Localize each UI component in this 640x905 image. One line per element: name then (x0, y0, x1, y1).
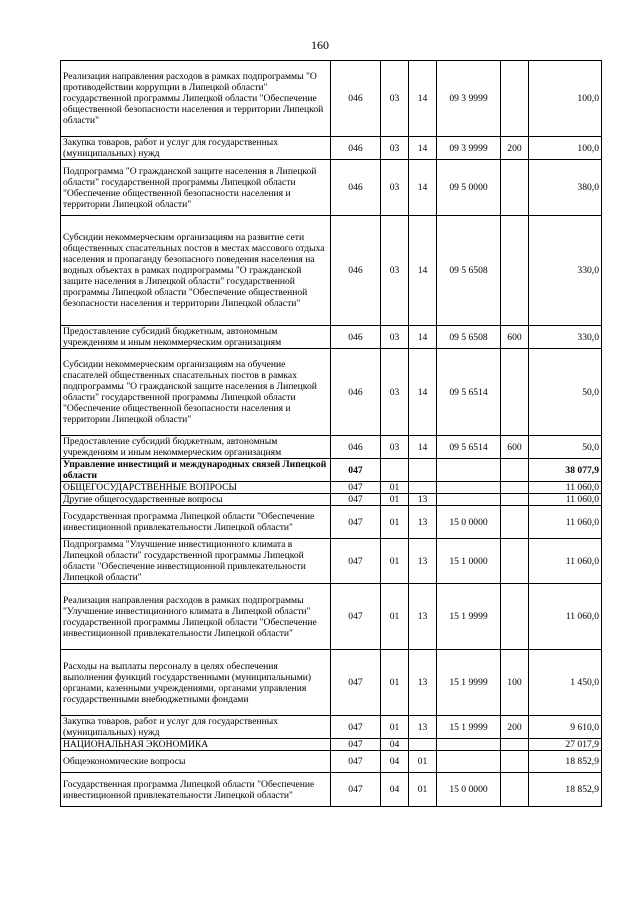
row-name: Реализация направления расходов в рамках подпрограммы "Улучшение инвестиционного климата в Липецкой области" государственной программы Липецкой области "Обеспечение инвестиционной привлекательности Липецкой области" (61, 584, 331, 650)
row-name: Предоставление субсидий бюджетным, автономным учреждениям и иным некоммерческим организациям (61, 326, 331, 349)
row-csr: 09 5 6508 (437, 216, 501, 326)
table-row (61, 739, 602, 751)
row-vr (501, 773, 529, 807)
row-name: Государственная программа Липецкой области "Обеспечение инвестиционной привлекательности Липецкой области" (61, 506, 331, 539)
row-vr: 100 (501, 650, 529, 716)
row-vr (501, 349, 529, 436)
row-vr (501, 216, 529, 326)
row-csr: 09 3 9999 (437, 61, 501, 137)
row-sum: 100,0 (529, 137, 602, 160)
row-pr: 14 (409, 61, 437, 137)
table-row (61, 494, 602, 506)
row-rz: 04 (381, 773, 409, 807)
row-sum: 27 017,9 (529, 739, 602, 751)
table-row (61, 773, 602, 807)
table-row (61, 326, 602, 349)
row-ved: 047 (331, 716, 381, 739)
budget-table-body (61, 61, 602, 807)
row-ved: 047 (331, 773, 381, 807)
row-vr: 200 (501, 716, 529, 739)
row-rz: 01 (381, 482, 409, 494)
row-pr: 13 (409, 650, 437, 716)
row-pr: 13 (409, 494, 437, 506)
row-vr (501, 584, 529, 650)
row-ved: 047 (331, 751, 381, 773)
row-ved: 047 (331, 739, 381, 751)
row-rz: 01 (381, 716, 409, 739)
row-vr (501, 539, 529, 584)
row-ved: 046 (331, 137, 381, 160)
row-vr (501, 160, 529, 216)
row-sum: 100,0 (529, 61, 602, 137)
row-csr: 09 5 6514 (437, 436, 501, 459)
row-sum: 330,0 (529, 216, 602, 326)
row-csr (437, 751, 501, 773)
table-row (61, 751, 602, 773)
row-pr: 14 (409, 160, 437, 216)
row-sum: 11 060,0 (529, 494, 602, 506)
row-csr: 09 5 6514 (437, 349, 501, 436)
row-vr (501, 506, 529, 539)
table-row (61, 61, 602, 137)
row-name: Государственная программа Липецкой области "Обеспечение инвестиционной привлекательности Липецкой области" (61, 773, 331, 807)
row-vr: 600 (501, 326, 529, 349)
row-name: Управление инвестиций и международных связей Липецкой области (61, 459, 331, 482)
row-pr: 01 (409, 773, 437, 807)
row-rz: 03 (381, 61, 409, 137)
table-row (61, 349, 602, 436)
row-csr (437, 482, 501, 494)
row-rz: 01 (381, 584, 409, 650)
row-vr (501, 459, 529, 482)
row-pr (409, 459, 437, 482)
row-pr: 13 (409, 539, 437, 584)
row-rz: 01 (381, 506, 409, 539)
row-name: Расходы на выплаты персоналу в целях обеспечения выполнения функций государственными (муниципальными) органами, казенными учреждениями, органами управления государственными внебюджетными фондами (61, 650, 331, 716)
row-ved: 046 (331, 436, 381, 459)
row-sum: 18 852,9 (529, 751, 602, 773)
row-vr (501, 494, 529, 506)
row-name: ОБЩЕГОСУДАРСТВЕННЫЕ ВОПРОСЫ (61, 482, 331, 494)
row-rz: 03 (381, 216, 409, 326)
row-ved: 047 (331, 584, 381, 650)
row-csr: 15 1 0000 (437, 539, 501, 584)
row-sum: 50,0 (529, 349, 602, 436)
row-rz: 03 (381, 326, 409, 349)
table-row (61, 137, 602, 160)
row-rz: 03 (381, 160, 409, 216)
row-name: Общеэкономические вопросы (61, 751, 331, 773)
row-rz: 01 (381, 650, 409, 716)
row-ved: 047 (331, 539, 381, 584)
table-row (61, 436, 602, 459)
row-csr: 09 5 6508 (437, 326, 501, 349)
row-sum: 18 852,9 (529, 773, 602, 807)
row-rz: 01 (381, 539, 409, 584)
row-ved: 047 (331, 494, 381, 506)
row-ved: 046 (331, 160, 381, 216)
row-sum: 11 060,0 (529, 482, 602, 494)
table-row (61, 716, 602, 739)
row-csr: 09 5 0000 (437, 160, 501, 216)
row-pr: 01 (409, 751, 437, 773)
row-sum: 11 060,0 (529, 584, 602, 650)
row-vr (501, 61, 529, 137)
row-name: Другие общегосударственные вопросы (61, 494, 331, 506)
row-name: Закупка товаров, работ и услуг для государственных (муниципальных) нужд (61, 137, 331, 160)
row-pr: 13 (409, 716, 437, 739)
row-sum: 330,0 (529, 326, 602, 349)
row-sum: 9 610,0 (529, 716, 602, 739)
row-ved: 046 (331, 349, 381, 436)
row-pr (409, 739, 437, 751)
row-ved: 046 (331, 61, 381, 137)
row-ved: 047 (331, 650, 381, 716)
row-sum: 50,0 (529, 436, 602, 459)
table-row (61, 160, 602, 216)
row-pr (409, 482, 437, 494)
row-ved: 047 (331, 482, 381, 494)
row-name: Подпрограмма "О гражданской защите населения в Липецкой области" государственной программы Липецкой области "Обеспечение общественной безопасности населения и территории Липецкой области" (61, 160, 331, 216)
row-csr: 09 3 9999 (437, 137, 501, 160)
row-rz: 04 (381, 739, 409, 751)
row-rz: 03 (381, 137, 409, 160)
row-sum: 1 450,0 (529, 650, 602, 716)
row-vr (501, 739, 529, 751)
row-ved: 046 (331, 326, 381, 349)
row-vr: 200 (501, 137, 529, 160)
row-sum: 11 060,0 (529, 539, 602, 584)
row-rz: 04 (381, 751, 409, 773)
row-ved: 047 (331, 459, 381, 482)
row-sum: 380,0 (529, 160, 602, 216)
row-pr: 14 (409, 349, 437, 436)
row-vr (501, 751, 529, 773)
row-vr: 600 (501, 436, 529, 459)
row-name: Субсидии некоммерческим организациям на развитие сети общественных спасательных постов в местах массового отдыха населения и пропаганду безопасного поведения населения на водных объектах в рамках подпрограммы "О гражданской защите населения в Липецкой области" государственной программы Липецкой области "Обеспечение общественной безопасности населения и территории Липецкой области" (61, 216, 331, 326)
table-row (61, 650, 602, 716)
row-pr: 13 (409, 584, 437, 650)
row-sum: 11 060,0 (529, 506, 602, 539)
row-rz: 01 (381, 494, 409, 506)
row-name: Предоставление субсидий бюджетным, автономным учреждениям и иным некоммерческим организациям (61, 436, 331, 459)
row-pr: 14 (409, 326, 437, 349)
row-csr: 15 1 9999 (437, 584, 501, 650)
row-csr: 15 1 9999 (437, 716, 501, 739)
row-name: НАЦИОНАЛЬНАЯ ЭКОНОМИКА (61, 739, 331, 751)
row-pr: 14 (409, 436, 437, 459)
row-name: Подпрограмма "Улучшение инвестиционного климата в Липецкой области" государственной программы Липецкой области "Обеспечение инвестиционной привлекательности Липецкой области" (61, 539, 331, 584)
row-pr: 14 (409, 216, 437, 326)
row-csr: 15 0 0000 (437, 773, 501, 807)
row-name: Реализация направления расходов в рамках подпрограммы "О противодействии коррупции в Липецкой области" государственной программы Липецкой области "Обеспечение общественной безопасности населения и территории Липецкой области" (61, 61, 331, 137)
row-ved: 046 (331, 216, 381, 326)
table-row (61, 539, 602, 584)
row-csr: 15 1 9999 (437, 650, 501, 716)
row-rz: 03 (381, 436, 409, 459)
table-row (61, 506, 602, 539)
row-name: Закупка товаров, работ и услуг для государственных (муниципальных) нужд (61, 716, 331, 739)
row-csr: 15 0 0000 (437, 506, 501, 539)
row-vr (501, 482, 529, 494)
row-name: Субсидии некоммерческим организациям на обучение спасателей общественных спасательных постов в рамках подпрограммы "О гражданской защите населения в Липецкой области" государственной программы Липецкой области "Обеспечение общественной безопасности населения и территории Липецкой области" (61, 349, 331, 436)
table-row (61, 482, 602, 494)
budget-table (60, 60, 602, 807)
table-row (61, 216, 602, 326)
row-ved: 047 (331, 506, 381, 539)
row-rz: 03 (381, 349, 409, 436)
table-row (61, 584, 602, 650)
row-csr (437, 739, 501, 751)
row-pr: 13 (409, 506, 437, 539)
row-csr (437, 459, 501, 482)
row-rz (381, 459, 409, 482)
row-sum: 38 077,9 (529, 459, 602, 482)
page-number: 160 (311, 38, 329, 52)
row-pr: 14 (409, 137, 437, 160)
row-csr (437, 494, 501, 506)
table-row (61, 459, 602, 482)
